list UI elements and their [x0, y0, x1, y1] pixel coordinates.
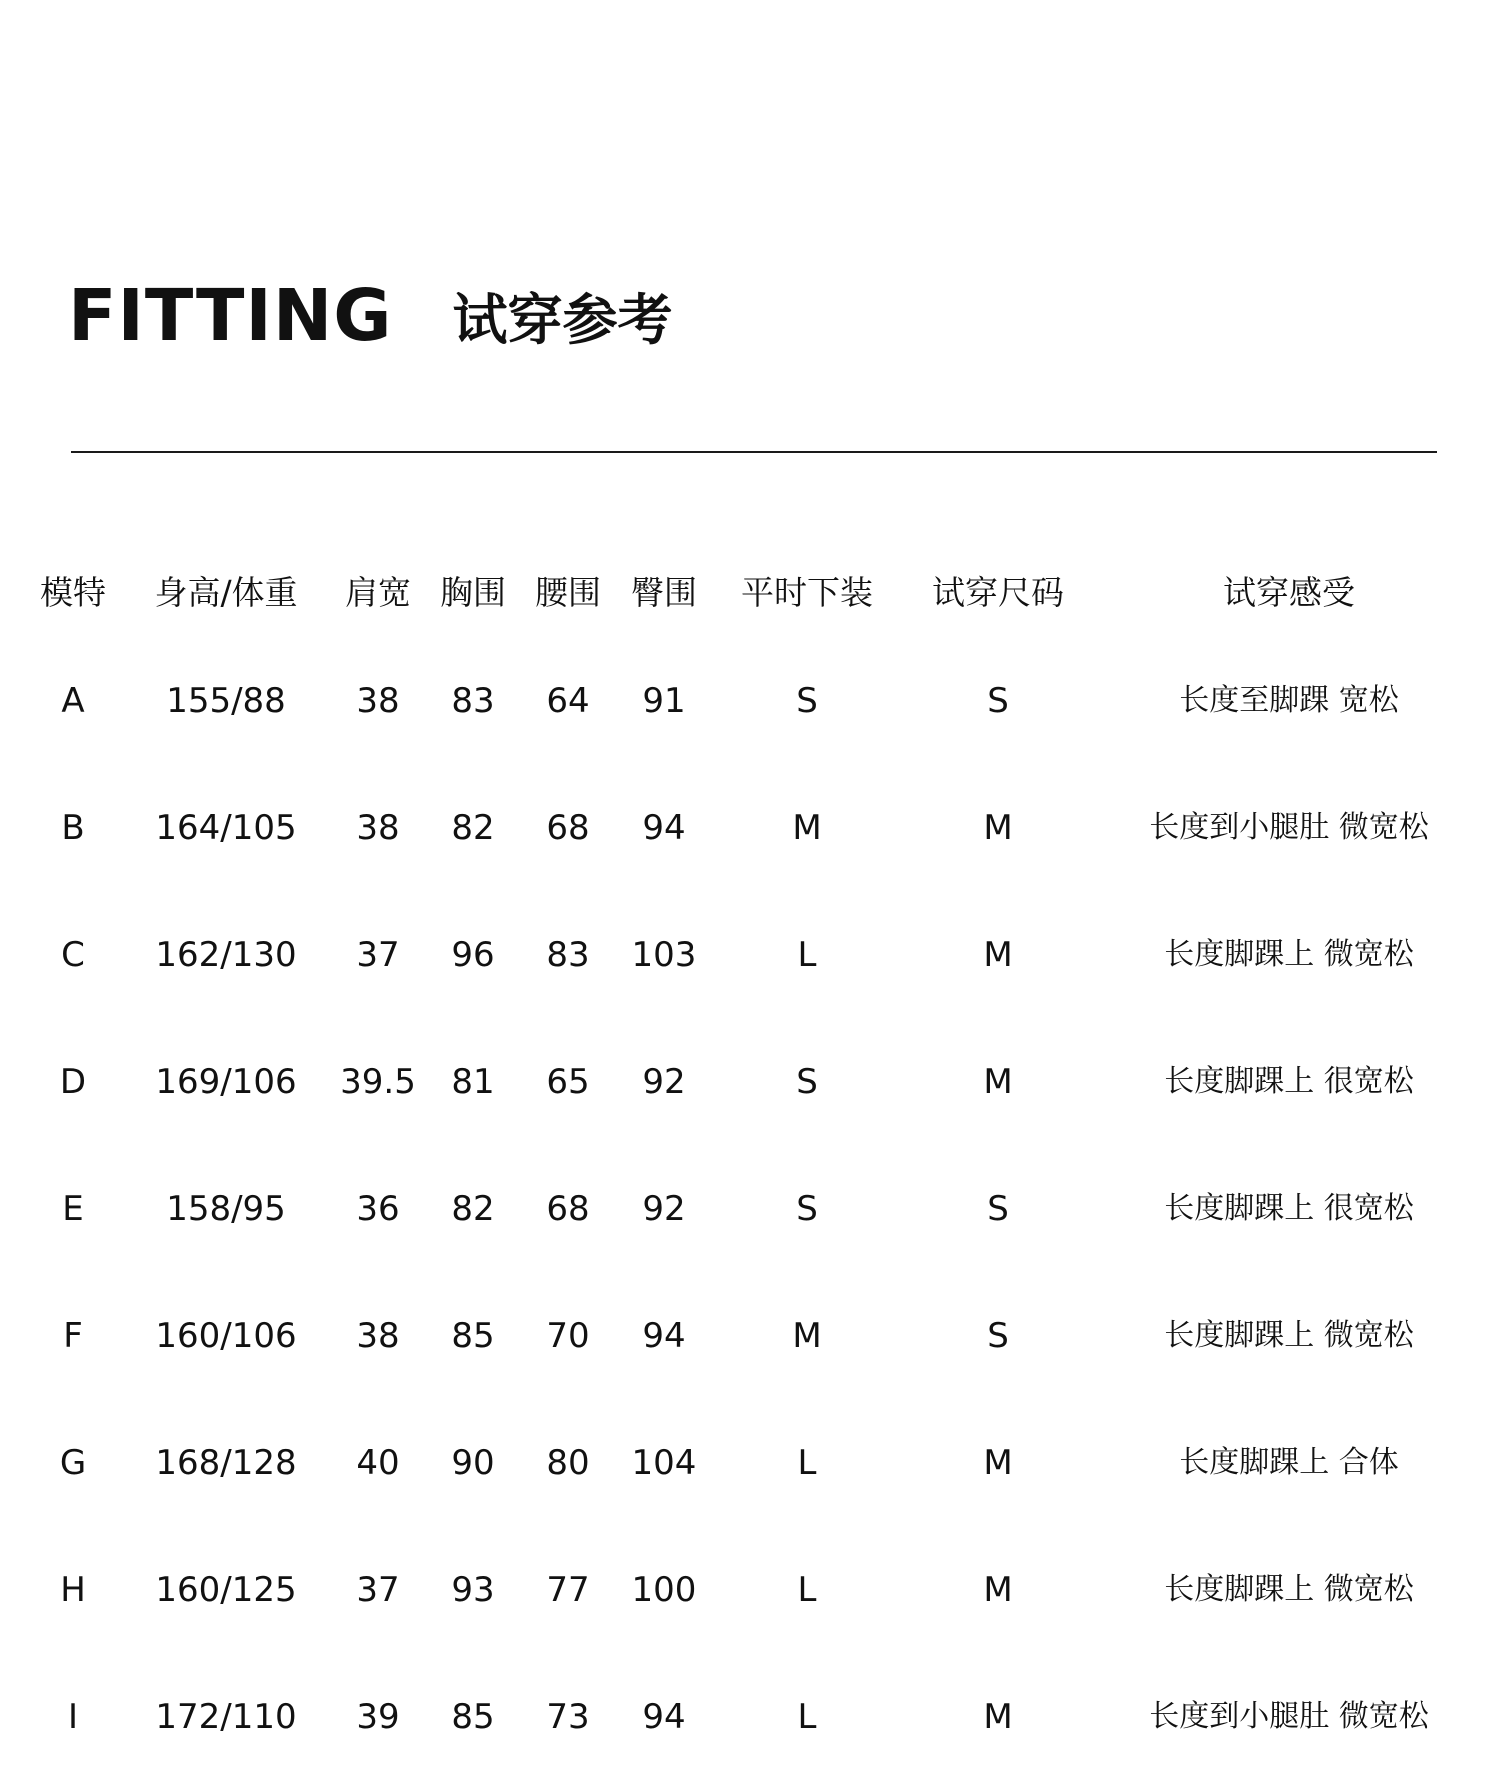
cell-model: C: [61, 935, 85, 975]
cell-tried-size: M: [983, 808, 1013, 848]
cell-feeling: 长度至脚踝 宽松: [1179, 683, 1399, 718]
cell-height-weight: 158/95: [166, 1189, 286, 1229]
cell-hip: 104: [631, 1443, 697, 1483]
cell-height-weight: 155/88: [166, 681, 286, 721]
cell-hip: 94: [642, 1697, 686, 1737]
cell-shoulder: 39: [356, 1697, 400, 1737]
cell-bust: 93: [451, 1570, 495, 1610]
cell-hip: 91: [642, 681, 686, 721]
cell-waist: 64: [546, 681, 590, 721]
cell-tried-size: M: [983, 1443, 1013, 1483]
cell-shoulder: 37: [356, 1570, 400, 1610]
table-header-row: [0, 563, 1500, 623]
table-row: [0, 671, 1500, 731]
header-model: 模特: [40, 573, 106, 612]
cell-usual-size: S: [796, 681, 818, 721]
cell-hip: 94: [642, 1316, 686, 1356]
cell-feeling: 长度到小腿肚 微宽松: [1149, 1699, 1429, 1734]
cell-waist: 80: [546, 1443, 590, 1483]
cell-feeling: 长度脚踝上 微宽松: [1164, 937, 1414, 972]
cell-usual-size: S: [796, 1062, 818, 1102]
cell-feeling: 长度脚踝上 合体: [1179, 1445, 1399, 1480]
cell-hip: 92: [642, 1062, 686, 1102]
table-row: [0, 1306, 1500, 1366]
cell-usual-size: L: [797, 1697, 817, 1737]
cell-feeling: 长度脚踝上 很宽松: [1164, 1191, 1414, 1226]
cell-usual-size: M: [792, 808, 822, 848]
cell-shoulder: 38: [356, 681, 400, 721]
cell-feeling: 长度到小腿肚 微宽松: [1149, 810, 1429, 845]
cell-tried-size: M: [983, 1062, 1013, 1102]
cell-hip: 100: [631, 1570, 697, 1610]
cell-usual-size: M: [792, 1316, 822, 1356]
cell-waist: 83: [546, 935, 590, 975]
table-row: [0, 1179, 1500, 1239]
cell-usual-size: L: [797, 1443, 817, 1483]
table-row: [0, 798, 1500, 858]
cell-feeling: 长度脚踝上 微宽松: [1164, 1318, 1414, 1353]
title-english: FITTING: [68, 273, 393, 357]
cell-model: A: [61, 681, 85, 721]
cell-hip: 103: [631, 935, 697, 975]
cell-model: I: [67, 1697, 79, 1737]
cell-hip: 92: [642, 1189, 686, 1229]
cell-waist: 65: [546, 1062, 590, 1102]
cell-tried-size: M: [983, 1570, 1013, 1610]
page-title: [68, 270, 673, 360]
cell-bust: 85: [451, 1697, 495, 1737]
cell-usual-size: L: [797, 935, 817, 975]
cell-bust: 82: [451, 808, 495, 848]
cell-usual-size: S: [796, 1189, 818, 1229]
cell-tried-size: M: [983, 935, 1013, 975]
cell-bust: 81: [451, 1062, 495, 1102]
cell-bust: 83: [451, 681, 495, 721]
cell-model: H: [60, 1570, 86, 1610]
cell-shoulder: 40: [356, 1443, 400, 1483]
cell-tried-size: S: [987, 1189, 1009, 1229]
cell-usual-size: L: [797, 1570, 817, 1610]
cell-waist: 68: [546, 1189, 590, 1229]
cell-height-weight: 172/110: [155, 1697, 297, 1737]
header-usual-size: 平时下装: [741, 573, 873, 612]
cell-waist: 77: [546, 1570, 590, 1610]
cell-height-weight: 160/106: [155, 1316, 297, 1356]
cell-height-weight: 168/128: [155, 1443, 297, 1483]
cell-model: D: [59, 1062, 87, 1102]
header-shoulder: 肩宽: [345, 573, 411, 612]
table-row: [0, 925, 1500, 985]
title-chinese: 试穿参考: [452, 287, 673, 352]
cell-shoulder: 38: [356, 1316, 400, 1356]
table-row: [0, 1687, 1500, 1747]
cell-feeling: 长度脚踝上 很宽松: [1164, 1064, 1414, 1099]
cell-waist: 73: [546, 1697, 590, 1737]
table-row: [0, 1433, 1500, 1493]
cell-bust: 96: [451, 935, 495, 975]
header-height-weight: 身高/体重: [154, 573, 298, 612]
cell-tried-size: S: [987, 681, 1009, 721]
cell-model: G: [59, 1443, 87, 1483]
header-hip: 臀围: [631, 573, 697, 612]
cell-shoulder: 39.5: [340, 1062, 416, 1102]
cell-shoulder: 38: [356, 808, 400, 848]
table-row: [0, 1560, 1500, 1620]
cell-hip: 94: [642, 808, 686, 848]
cell-tried-size: M: [983, 1697, 1013, 1737]
cell-height-weight: 160/125: [155, 1570, 297, 1610]
cell-height-weight: 162/130: [155, 935, 297, 975]
cell-bust: 85: [451, 1316, 495, 1356]
cell-height-weight: 164/105: [155, 808, 297, 848]
cell-model: F: [63, 1316, 83, 1356]
cell-bust: 82: [451, 1189, 495, 1229]
cell-waist: 70: [546, 1316, 590, 1356]
table-row: [0, 1052, 1500, 1112]
cell-waist: 68: [546, 808, 590, 848]
header-tried-size: 试穿尺码: [932, 573, 1064, 612]
cell-model: E: [62, 1189, 84, 1229]
cell-tried-size: S: [987, 1316, 1009, 1356]
cell-shoulder: 36: [356, 1189, 400, 1229]
header-waist: 腰围: [535, 573, 601, 612]
title-divider: [71, 451, 1437, 453]
header-bust: 胸围: [440, 573, 506, 612]
header-feeling: 试穿感受: [1223, 573, 1355, 612]
cell-height-weight: 169/106: [155, 1062, 297, 1102]
cell-model: B: [61, 808, 85, 848]
cell-bust: 90: [451, 1443, 495, 1483]
cell-feeling: 长度脚踝上 微宽松: [1164, 1572, 1414, 1607]
cell-shoulder: 37: [356, 935, 400, 975]
